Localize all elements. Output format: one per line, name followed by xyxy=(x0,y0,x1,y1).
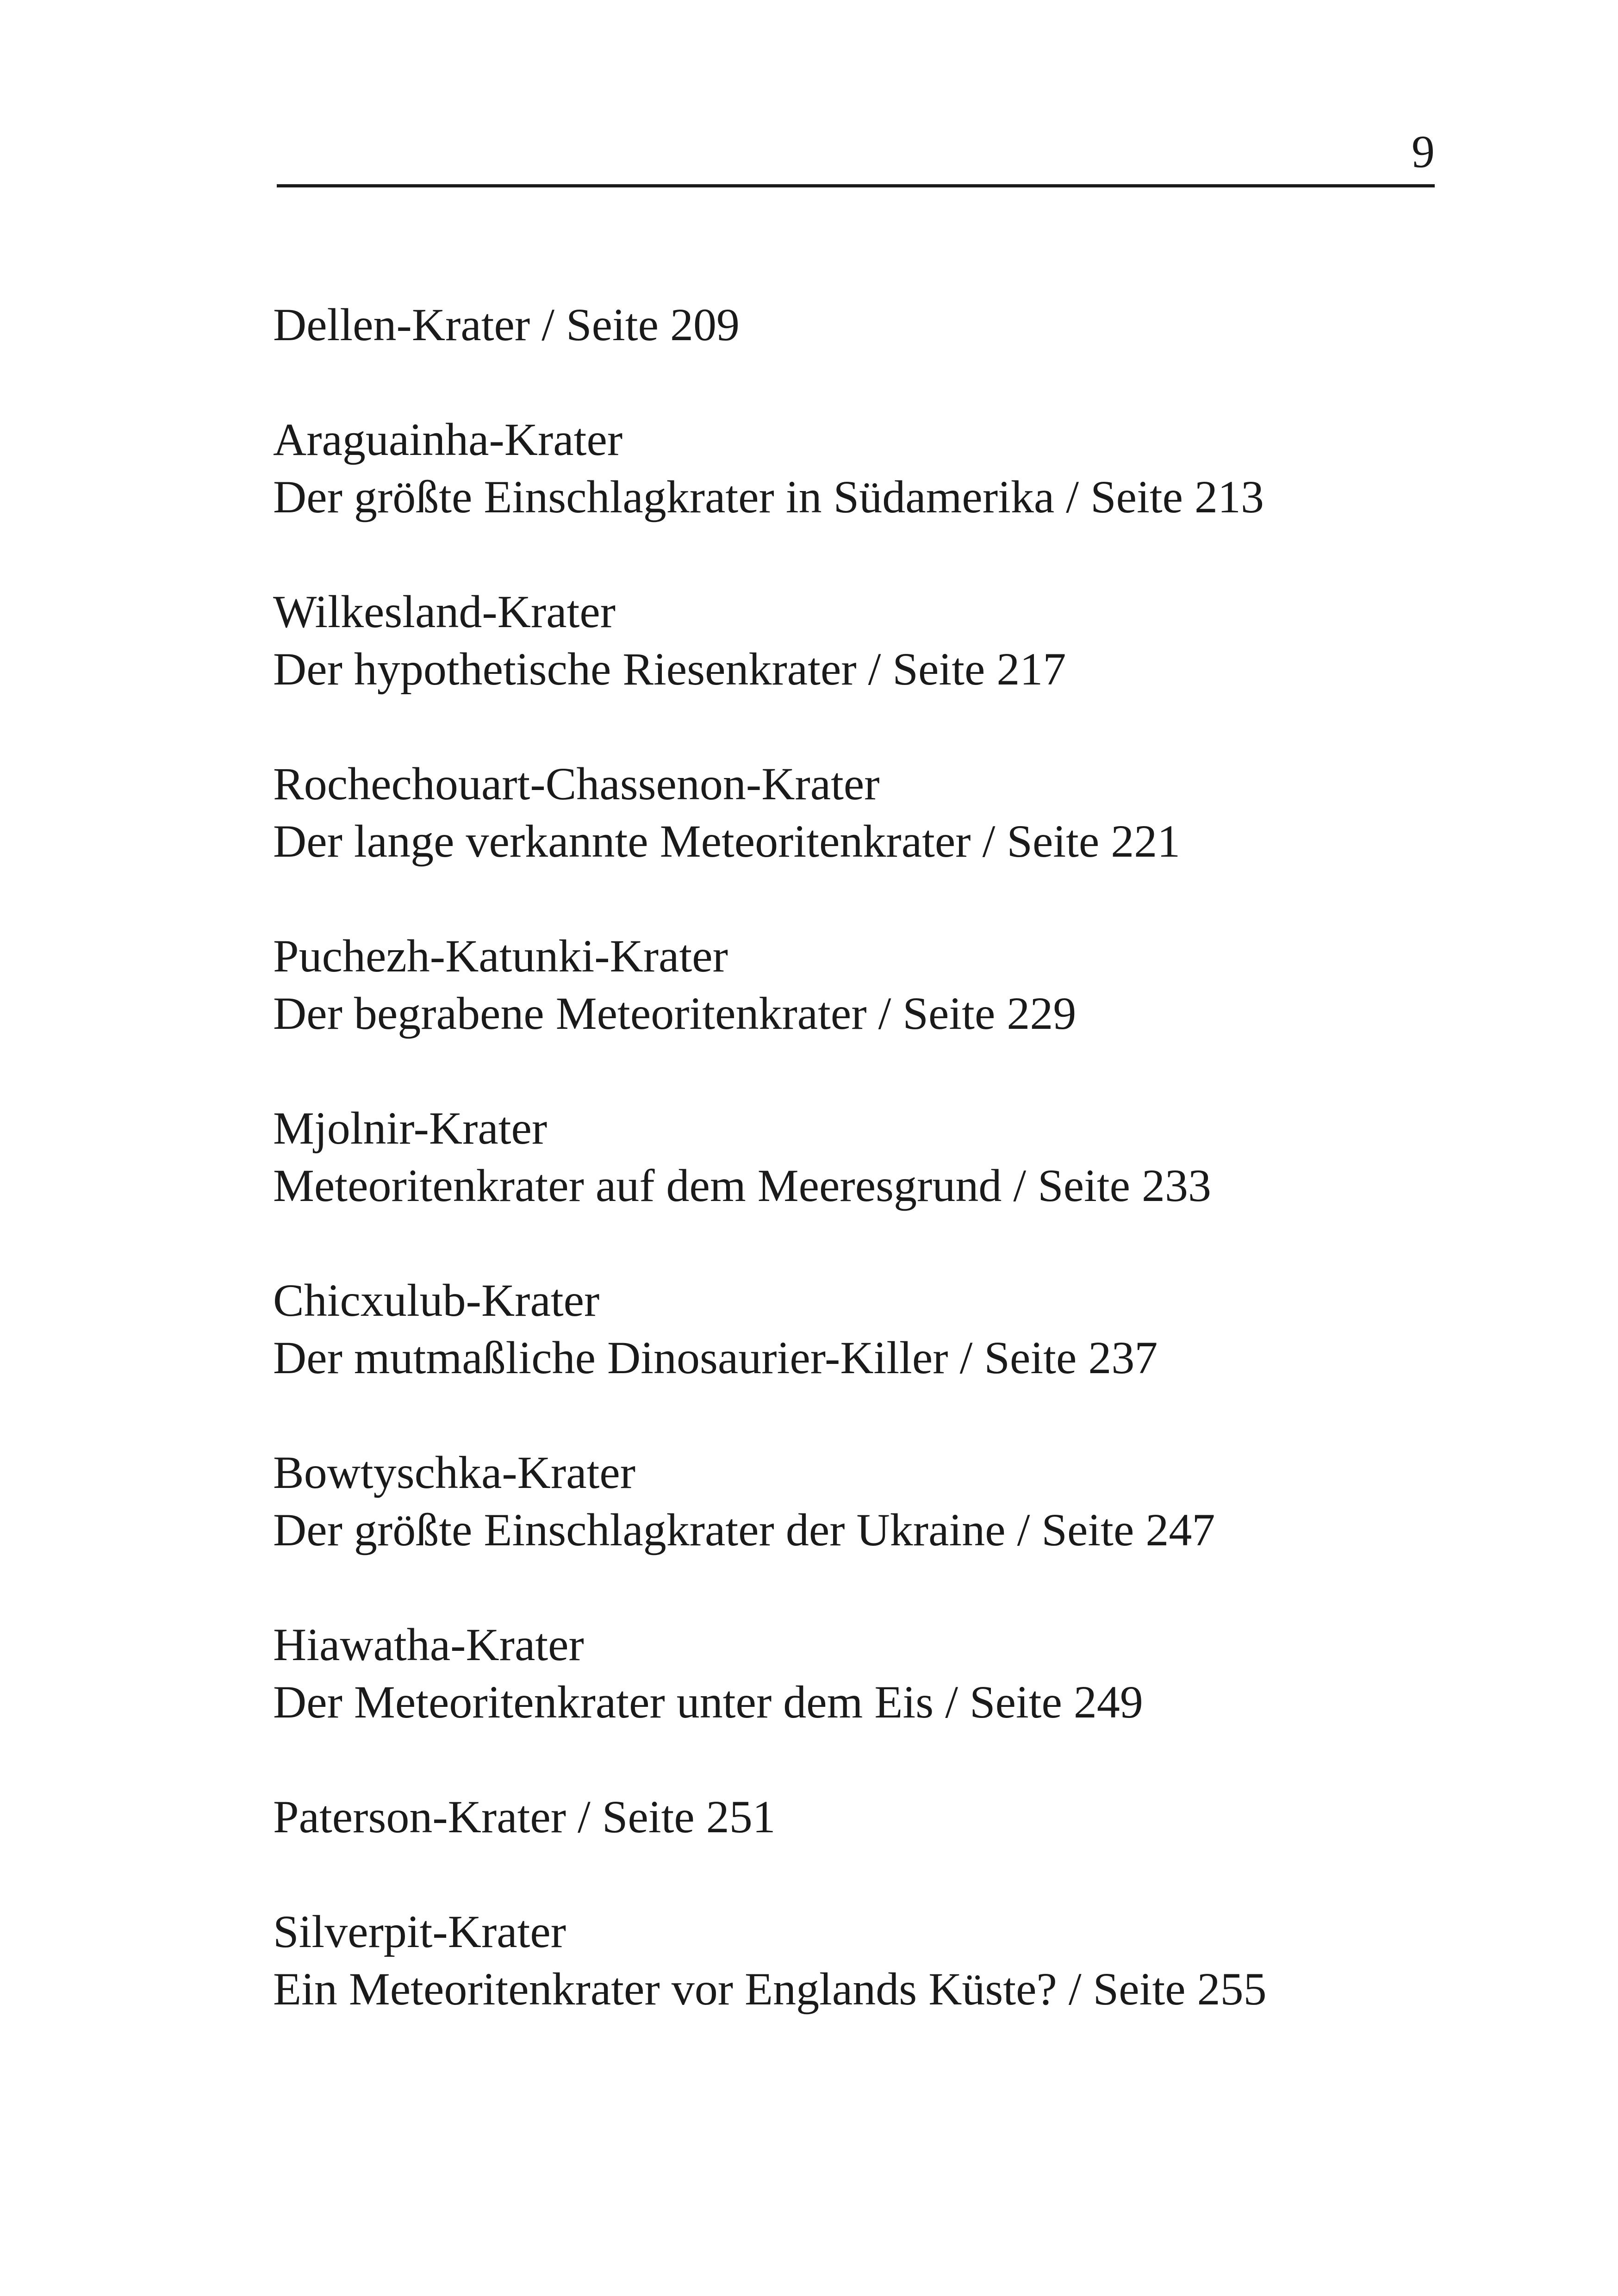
toc-entry-subtitle: Der hypothetische Riesenkrater / Seite 217 xyxy=(273,643,1066,695)
toc-entry-title: Rochechouart-Chassenon-Krater xyxy=(273,758,880,809)
toc-entry-title: Bowtyschka-Krater xyxy=(273,1447,636,1498)
toc-entry-subtitle: Meteoritenkrater auf dem Meeresgrund / Seite 233 xyxy=(273,1160,1212,1211)
toc-entry-hiawatha xyxy=(273,1616,1476,1731)
toc-entry-subtitle: Der größte Einschlagkrater in Südamerika / Seite 213 xyxy=(273,471,1264,523)
toc-entry-araguainha xyxy=(273,411,1476,526)
toc-entry-title: Silverpit-Krater xyxy=(273,1906,566,1957)
toc-entry-title: Wilkesland-Krater xyxy=(273,586,616,637)
toc-entry-title: Araguainha-Krater xyxy=(273,414,623,465)
toc-entry-chicxulub xyxy=(273,1272,1476,1387)
toc-entry-title: Puchezh-Katunki-Krater xyxy=(273,930,728,982)
toc-entry-dellen xyxy=(273,296,1476,354)
toc-entry-title: Paterson-Krater / Seite 251 xyxy=(273,1791,776,1842)
toc-entry-bowtyschka xyxy=(273,1444,1476,1559)
header-rule xyxy=(277,184,1435,187)
toc-entry-subtitle: Der größte Einschlagkrater der Ukraine / Seite 247 xyxy=(273,1504,1215,1556)
toc-entry-mjolnir xyxy=(273,1100,1476,1214)
toc-entry-subtitle: Der begrabene Meteoritenkrater / Seite 229 xyxy=(273,988,1077,1039)
toc-entry-silverpit xyxy=(273,1903,1476,2018)
toc-entry-title: Mjolnir-Krater xyxy=(273,1102,548,1154)
toc-entry-title: Dellen-Krater / Seite 209 xyxy=(273,299,740,350)
toc-entry-title: Chicxulub-Krater xyxy=(273,1275,600,1326)
toc-entry-subtitle: Ein Meteoritenkrater vor Englands Küste? / Seite 255 xyxy=(273,1963,1267,2015)
toc-entry-rochechouart xyxy=(273,755,1476,870)
table-of-contents xyxy=(273,296,1476,2075)
page-number: 9 xyxy=(1412,126,1435,177)
toc-entry-paterson xyxy=(273,1788,1476,1846)
toc-entry-puchezh-katunki xyxy=(273,927,1476,1042)
toc-entry-subtitle: Der mutmaßliche Dinosaurier-Killer / Seite 237 xyxy=(273,1332,1158,1383)
toc-entry-subtitle: Der Meteoritenkrater unter dem Eis / Seite 249 xyxy=(273,1676,1143,1728)
toc-entry-title: Hiawatha-Krater xyxy=(273,1619,584,1670)
toc-entry-wilkesland xyxy=(273,583,1476,698)
toc-entry-subtitle: Der lange verkannte Meteoritenkrater / Seite 221 xyxy=(273,815,1181,867)
